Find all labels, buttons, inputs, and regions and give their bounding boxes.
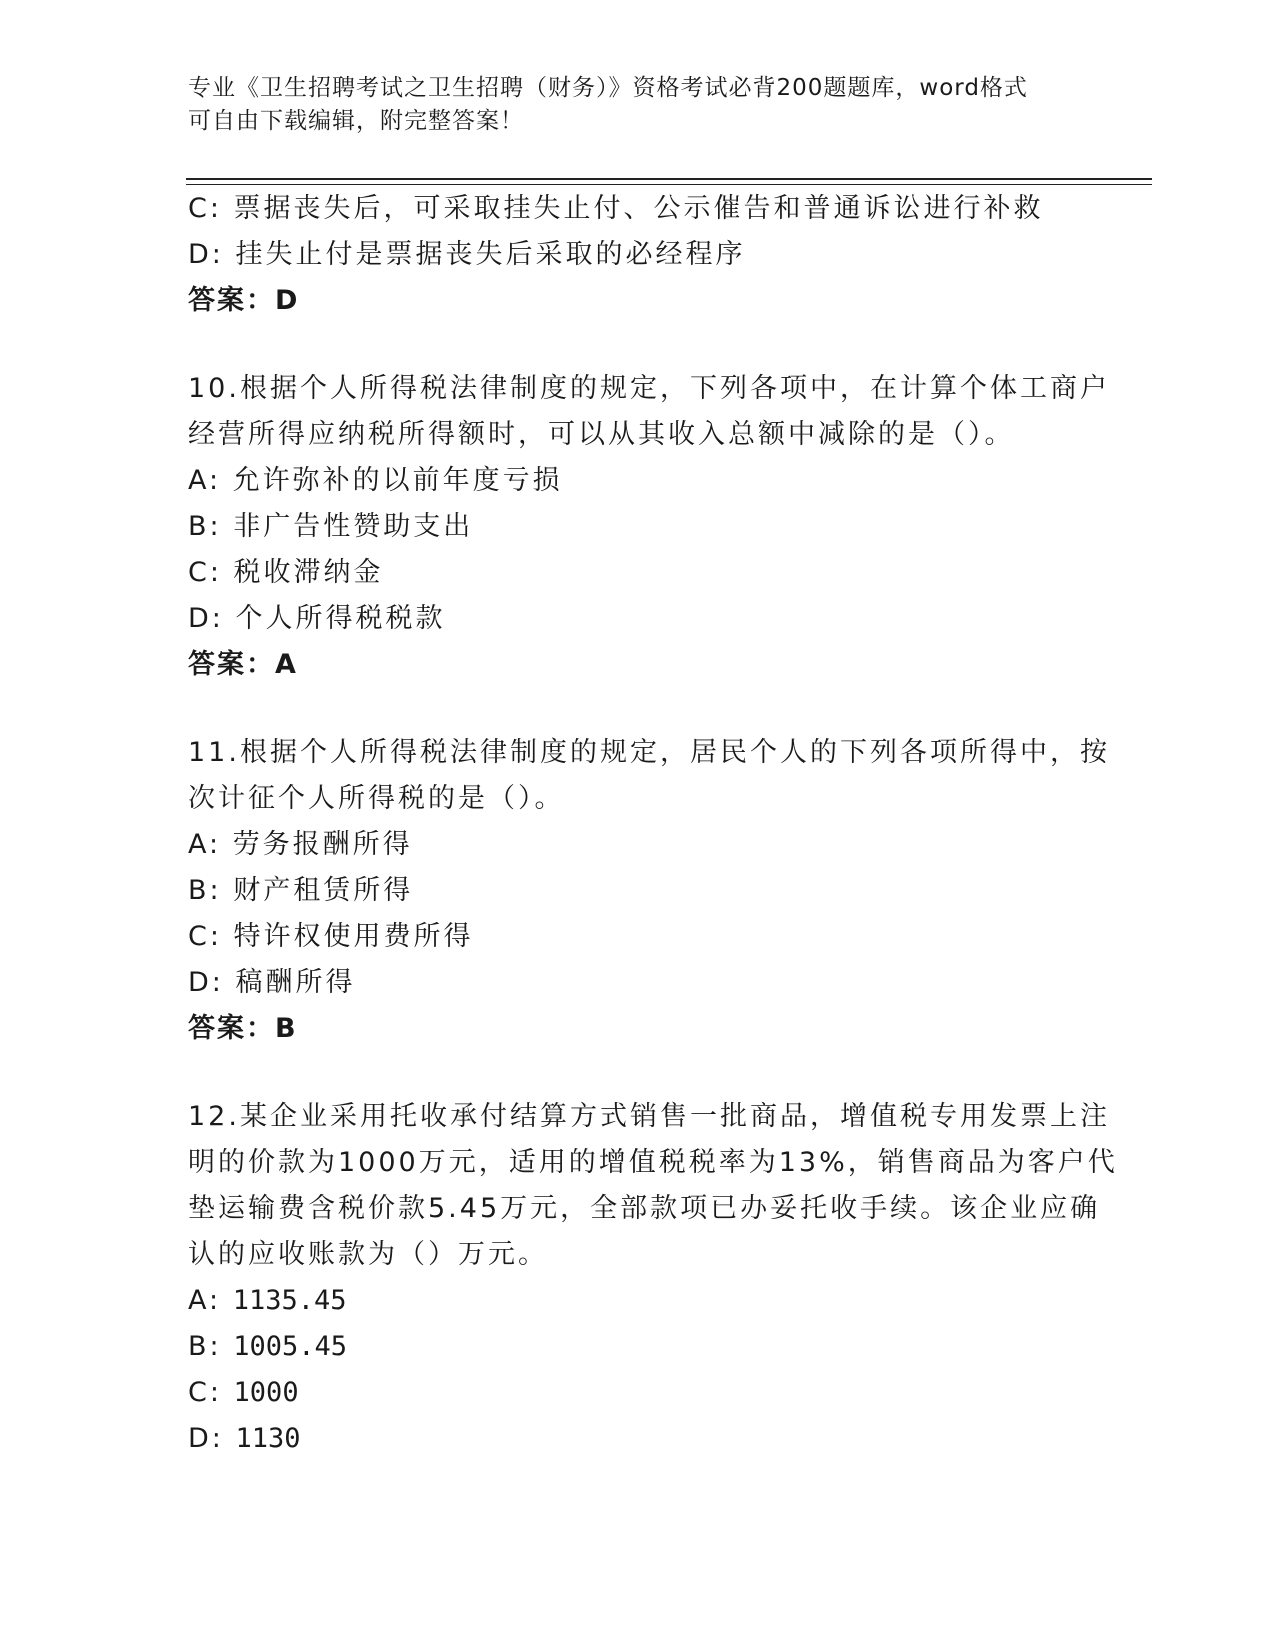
option-a [188, 822, 1088, 868]
question-9-continued [188, 186, 1088, 324]
option-key: C: [188, 193, 222, 224]
document-body [188, 186, 1118, 1462]
option-key: C: [188, 1377, 222, 1408]
option-c [188, 550, 1088, 596]
option-d [188, 1416, 1088, 1462]
answer-line: 答案：D [188, 285, 300, 316]
spacer [188, 1052, 1088, 1094]
option-d [188, 596, 1088, 642]
question-stem-line: 经营所得应纳税所得额时，可以从其收入总额中减除的是（）。 [188, 419, 1015, 450]
option-text: 1135.45 [232, 1285, 347, 1316]
option-text: 挂失止付是票据丧失后采取的必经程序 [235, 239, 746, 270]
option-key: A: [188, 1285, 222, 1316]
option-c [188, 914, 1088, 960]
option-key: C: [188, 921, 222, 952]
answer-line: 答案：B [188, 1013, 298, 1044]
option-key: B: [188, 875, 222, 906]
option-key: D: [188, 603, 224, 634]
header-line-1: 专业《卫生招聘考试之卫生招聘（财务）》资格考试必背200题题库，word格式 [188, 75, 1028, 101]
option-b [188, 1324, 1088, 1370]
spacer [188, 324, 1088, 366]
header-line-2: 可自由下载编辑，附完整答案！ [188, 108, 524, 134]
question-stem-line: 12.某企业采用托收承付结算方式销售一批商品，增值税专用发票上注 [188, 1101, 1110, 1132]
question-stem-line: 明的价款为1000万元，适用的增值税税率为13%，销售商品为客户代 [188, 1147, 1118, 1178]
option-d [188, 960, 1088, 1006]
question-stem-line: 次计征个人所得税的是（）。 [188, 783, 565, 814]
option-text: 财产租赁所得 [233, 875, 414, 906]
option-key: B: [188, 511, 222, 542]
option-a [188, 458, 1088, 504]
option-text: 个人所得税税款 [235, 603, 446, 634]
question-12 [188, 1094, 1118, 1462]
document-header [188, 72, 1088, 138]
option-key: A: [188, 829, 222, 860]
question-stem-line: 认的应收账款为（）万元。 [188, 1239, 548, 1270]
option-text: 允许弥补的以前年度亏损 [232, 465, 563, 496]
question-stem-line: 10.根据个人所得税法律制度的规定，下列各项中，在计算个体工商户 [188, 373, 1110, 404]
option-key: D: [188, 239, 224, 270]
option-text: 税收滞纳金 [233, 557, 384, 588]
option-key: B: [188, 1331, 222, 1362]
question-stem-line: 11.根据个人所得税法律制度的规定，居民个人的下列各项所得中，按 [188, 737, 1110, 768]
option-key: C: [188, 557, 222, 588]
option-key: A: [188, 465, 222, 496]
header-rule-thin [186, 184, 1152, 185]
option-text: 劳务报酬所得 [232, 829, 413, 860]
option-text: 稿酬所得 [235, 967, 356, 998]
option-b [188, 504, 1088, 550]
option-text: 非广告性赞助支出 [233, 511, 474, 542]
header-rule-thick [186, 178, 1152, 180]
option-text: 票据丧失后，可采取挂失止付、公示催告和普通诉讼进行补救 [233, 193, 1044, 224]
option-text: 1130 [235, 1423, 301, 1454]
spacer [188, 688, 1088, 730]
question-10 [188, 366, 1110, 688]
option-text: 特许权使用费所得 [233, 921, 474, 952]
question-stem-line: 垫运输费含税价款5.45万元，全部款项已办妥托收手续。该企业应确 [188, 1193, 1101, 1224]
option-text: 1005.45 [233, 1331, 348, 1362]
option-d [188, 232, 1088, 278]
option-c [188, 186, 1088, 232]
option-b [188, 868, 1088, 914]
option-text: 1000 [233, 1377, 299, 1408]
option-key: D: [188, 1423, 224, 1454]
question-11 [188, 730, 1110, 1052]
option-key: D: [188, 967, 224, 998]
option-c [188, 1370, 1088, 1416]
answer-line: 答案：A [188, 649, 298, 680]
option-a [188, 1278, 1088, 1324]
